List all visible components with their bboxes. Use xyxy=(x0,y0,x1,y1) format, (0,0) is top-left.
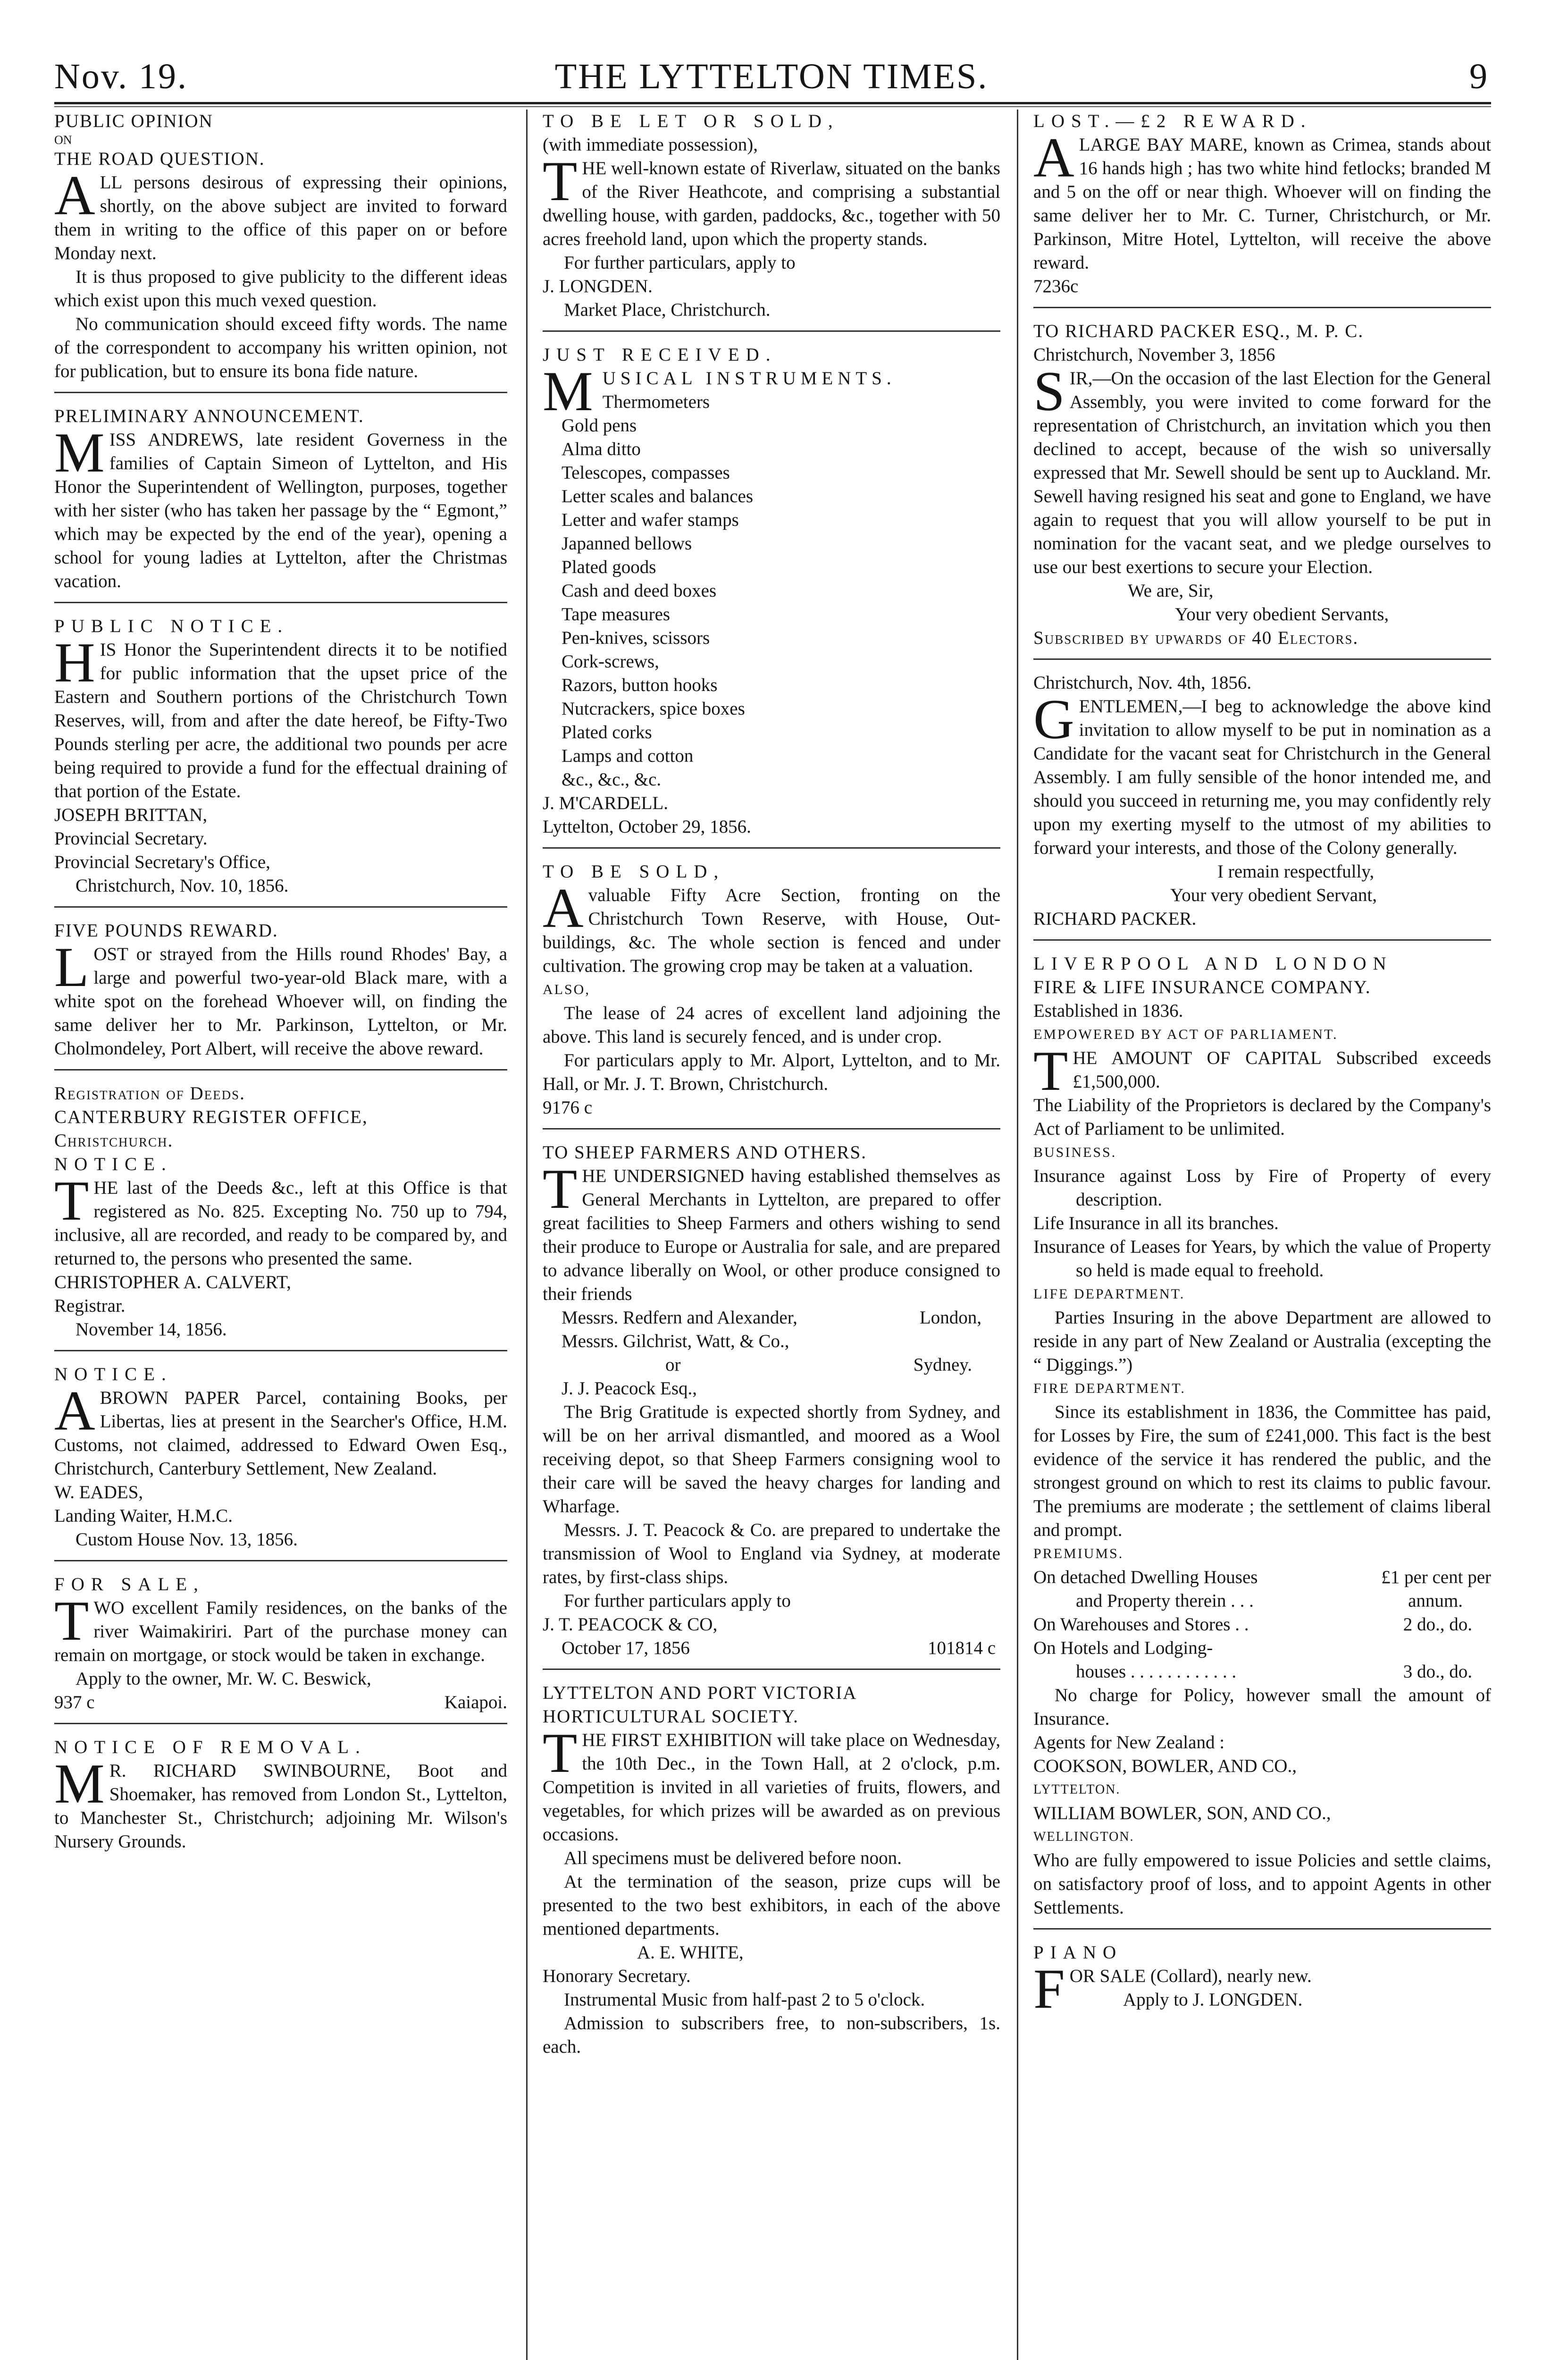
drop-cap: T xyxy=(54,1169,89,1232)
ad-heading: CANTERBURY REGISTER OFFICE, xyxy=(54,1107,368,1127)
premium-label: On Hotels and Lodging- xyxy=(1033,1638,1213,1658)
ad-body: Instrumental Music from half-past 2 to 5 o'clock. xyxy=(564,1989,925,2010)
ad-heading: LIVERPOOL AND LONDON xyxy=(1033,953,1393,974)
ad-separator xyxy=(1033,307,1491,308)
ad-heading: TO BE LET OR SOLD, xyxy=(543,111,839,131)
list-item: Plated corks xyxy=(562,722,652,742)
ad-subheading: ALSO, xyxy=(543,982,590,997)
ad-body: Apply to the owner, Mr. W. C. Beswick, xyxy=(75,1669,371,1689)
list-item: Nutcrackers, spice boxes xyxy=(562,699,745,719)
drop-cap: A xyxy=(1033,126,1074,189)
ad-heading: TO BE SOLD, xyxy=(543,861,725,882)
ad-body: IR,—On the occasion of the last Election for the General Assembly, you were invited to come forward for the representation of Christchurch, an invitation which you then declined to accept, because of the wish so universally expressed that Mr. Sewell should be sent up to Auckland. Mr. Sewell having resigned his seat and gone to England, we have again to request that you will allow yourself to be put in nomination for the vacant seat, and we pledge ourselves to use our best exertions to secure your Election. xyxy=(1033,368,1491,577)
signature-title: Registrar. xyxy=(54,1296,126,1316)
signature: CHRISTOPHER A. CALVERT, xyxy=(54,1272,291,1292)
ad-heading: FIVE POUNDS REWARD. xyxy=(54,920,278,941)
drop-cap: G xyxy=(1033,688,1074,750)
ad-sheep-farmers xyxy=(543,1141,1000,1660)
ad-body: No charge for Policy, however small the amount of Insurance. xyxy=(1033,1685,1491,1729)
ad-to-be-let xyxy=(543,110,1000,322)
ad-just-received xyxy=(543,343,1000,839)
ad-five-pounds-reward xyxy=(54,919,507,1061)
list-item: Plated goods xyxy=(562,557,656,577)
signature: W. EADES, xyxy=(54,1482,143,1502)
ad-separator xyxy=(54,1069,507,1070)
ad-place: Market Place, Christchurch. xyxy=(564,300,771,320)
letter-closing: Your very obedient Servant, xyxy=(1170,885,1377,905)
section-heading: FIRE DEPARTMENT. xyxy=(1033,1381,1186,1396)
list-item: Alma ditto xyxy=(562,439,641,459)
signature-title: Landing Waiter, H.M.C. xyxy=(54,1506,233,1526)
ad-separator xyxy=(1033,1928,1491,1930)
signature: RICHARD PACKER. xyxy=(1033,909,1197,929)
agent-place: LYTTELTON. xyxy=(1033,1782,1121,1797)
ad-body: The lease of 24 acres of excellent land adjoining the above. This land is securely fenced, and is under crop. xyxy=(543,1003,1000,1047)
ad-body: Admission to subscribers free, to non-subscribers, 1s. each. xyxy=(543,2013,1000,2057)
agent-name: WILLIAM BOWLER, SON, AND CO., xyxy=(1033,1803,1331,1823)
ad-body: The Liability of the Proprietors is declared by the Company's Act of Parliament to be unlimited. xyxy=(1033,1095,1491,1139)
signature-title: Provincial Secretary. xyxy=(54,828,208,849)
ad-notice-of-removal xyxy=(54,1736,507,1854)
ad-public-opinion xyxy=(54,110,507,383)
agent-city: Sydney. xyxy=(913,1355,972,1375)
ad-separator xyxy=(54,1723,507,1724)
drop-cap: L xyxy=(54,936,89,998)
column-1 xyxy=(54,110,507,2360)
ad-packer-reply xyxy=(1033,671,1491,931)
premium-rate: annum. xyxy=(1408,1591,1463,1611)
agent-name: J. J. Peacock Esq., xyxy=(562,1378,697,1399)
ad-body: At the termination of the season, prize cups will be presented to the two best exhibitors, in each of the above mentioned departments. xyxy=(543,1871,1000,1939)
signature: J. T. PEACOCK & CO, xyxy=(543,1614,718,1635)
ad-date: Christchurch, Nov. 4th, 1856. xyxy=(1033,673,1252,693)
list-item: Thermometers xyxy=(602,392,710,412)
ad-reference: 7236c xyxy=(1033,276,1079,296)
premium-rate: £1 per cent per xyxy=(1381,1567,1491,1587)
agent-city: London, xyxy=(919,1307,981,1328)
ad-date: Christchurch, Nov. 10, 1856. xyxy=(75,876,289,896)
ad-separator xyxy=(543,1128,1000,1129)
ad-heading: PUBLIC NOTICE. xyxy=(54,616,289,636)
letter-closing: I remain respectfully, xyxy=(1217,861,1375,882)
agent-name: COOKSON, BOWLER, AND CO., xyxy=(1033,1756,1297,1776)
ad-body: BROWN PAPER Parcel, containing Books, per Libertas, lies at present in the Searcher's Office, H.M. Customs, not claimed, addressed to Edward Owen Esq., Christchurch, Canterbury Settlement, New Zealand. xyxy=(54,1388,507,1479)
ad-separator xyxy=(1033,939,1491,941)
section-heading: LIFE DEPARTMENT. xyxy=(1033,1286,1185,1302)
agent-name: Messrs. Gilchrist, Watt, & Co., xyxy=(562,1331,789,1351)
ad-body: For particulars apply to Mr. Alport, Lyttelton, and to Mr. Hall, or Mr. J. T. Brown, Christchurch. xyxy=(543,1050,1000,1094)
list-item: &c., &c., &c. xyxy=(562,769,662,790)
ad-heading: JUST RECEIVED. xyxy=(543,345,777,365)
ad-place: Kaiapoi. xyxy=(444,1692,507,1712)
list-item: Letter scales and balances xyxy=(562,486,754,506)
ad-body: HE well-known estate of Riverlaw, situated on the banks of the River Heathcote, and comprising a substantial dwelling house, with garden, paddocks, &c., together with 50 acres freehold land, upon which the property stands. xyxy=(543,158,1000,249)
list-item: Tape measures xyxy=(562,604,671,624)
ad-heading: PRELIMINARY ANNOUNCEMENT. xyxy=(54,406,364,426)
drop-cap: T xyxy=(54,1589,89,1652)
ad-heading: HORTICULTURAL SOCIETY. xyxy=(543,1706,799,1727)
ad-body: LARGE BAY MARE, known as Crimea, stands about 16 hands high ; has two white hind fetlocks; branded M and 5 on the off or near thigh. Whoever will on finding the same deliver her to Mr. C. Turner, Christchurch, or Mr. Parkinson, Mitre Hotel, Lyttelton, will receive the above reward. xyxy=(1033,135,1491,273)
list-item: Pen-knives, scissors xyxy=(562,628,710,648)
ad-body: Insurance of Leases for Years, by which the value of Property so held is made equal to freehold. xyxy=(1033,1237,1491,1281)
letter-closing: Your very obedient Servants, xyxy=(1175,604,1389,624)
drop-cap: T xyxy=(543,1721,578,1784)
ad-date: October 17, 1856 xyxy=(562,1638,690,1658)
ad-heading: Registration of Deeds. xyxy=(54,1083,245,1104)
signature: Subscribed by upwards of 40 Electors. xyxy=(1033,628,1359,648)
ad-notice-parcel xyxy=(54,1363,507,1551)
ad-separator xyxy=(543,330,1000,332)
ad-subheading: EMPOWERED BY ACT OF PARLIAMENT. xyxy=(1033,1027,1338,1042)
ad-register-office xyxy=(54,1082,507,1341)
agent-name: Messrs. Redfern and Alexander, xyxy=(562,1307,797,1328)
ad-separator xyxy=(543,1669,1000,1670)
list-item: Gold pens xyxy=(562,415,637,436)
ad-body: Insurance against Loss by Fire of Property of every description. xyxy=(1033,1166,1491,1210)
ad-public-notice xyxy=(54,615,507,898)
ad-body: Who are fully empowered to issue Policies and settle claims, on satisfactory proof of loss, and to appoint Agents in other Settlements. xyxy=(1033,1850,1491,1918)
ad-body: OR SALE (Collard), nearly new. xyxy=(1069,1966,1312,1986)
ad-separator xyxy=(54,906,507,908)
ad-body: It is thus proposed to give publicity to the different ideas which exist upon this much vexed question. xyxy=(54,267,507,311)
list-item: Lamps and cotton xyxy=(562,746,694,766)
ad-subheading: USICAL INSTRUMENTS. xyxy=(602,368,896,388)
column-3 xyxy=(1033,110,1491,2360)
ad-body: ENTLEMEN,—I beg to acknowledge the above kind invitation to allow myself to be put in nomination as a Candidate for the vacant seat for Christchurch in the General Assembly. I am fully sensible of the honor intended me, and should you succeed in returning me, you may confidently rely upon my exerting myself to the utmost of my abilities to forward your interests, and those of the Colony generally. xyxy=(1033,696,1491,858)
drop-cap: T xyxy=(543,1157,578,1220)
ad-reference: 101814 c xyxy=(927,1638,996,1658)
drop-cap: M xyxy=(543,360,598,422)
column-divider xyxy=(1017,110,1018,2360)
ad-subheading: Established in 1836. xyxy=(1033,1001,1183,1021)
signature: J. M'CARDELL. xyxy=(543,793,668,813)
ad-separator xyxy=(543,847,1000,849)
ad-heading: LOST.—£2 REWARD. xyxy=(1033,111,1312,131)
ad-body: Parties Insuring in the above Department are allowed to reside in any part of New Zealand or Australia (excepting the “ Diggings.”) xyxy=(1033,1307,1491,1375)
ad-heading: THE ROAD QUESTION. xyxy=(54,149,265,169)
ad-heading: PIANO xyxy=(1033,1942,1123,1963)
newspaper-title: THE LYTTELTON TIMES. xyxy=(554,57,989,96)
ad-body: IS Honor the Superintendent directs it to be notified for public information that the upset price of the Eastern and Southern portions of the Christchurch Town Reserves, will, from and after the date hereof, be Fifty-Two Pounds sterling per acre, the additional two pounds per acre being required to provide a fund for the effectual draining of that portion of the Estate. xyxy=(54,640,507,801)
signature-title: Honorary Secretary. xyxy=(543,1966,691,1986)
ad-separator xyxy=(54,392,507,393)
ad-body: For further particulars, apply to xyxy=(564,253,796,273)
ad-place: Provincial Secretary's Office, xyxy=(54,852,270,872)
drop-cap: M xyxy=(54,1752,105,1815)
ad-separator xyxy=(54,1350,507,1351)
ad-horticultural-society xyxy=(543,1681,1000,2059)
ad-subheading: ON xyxy=(54,133,72,147)
ad-body: Life Insurance in all its branches. xyxy=(1033,1213,1279,1233)
column-2 xyxy=(543,110,1000,2360)
ad-body: The Brig Gratitude is expected shortly from Sydney, and will be on her arrival dismantled, and moored as a Wool receiving depot, so that Sheep Farmers consigning wool to their care will be saved the heavy charges for landing and Wharfage. xyxy=(543,1402,1000,1517)
premium-rate: 3 do., do. xyxy=(1403,1661,1472,1682)
ad-heading: FOR SALE, xyxy=(54,1574,205,1594)
ad-separator xyxy=(54,1560,507,1561)
drop-cap: A xyxy=(54,1379,95,1442)
ad-piano xyxy=(1033,1941,1491,2020)
drop-cap: S xyxy=(1033,360,1065,422)
ad-subheading: Christchurch. xyxy=(54,1130,174,1151)
ad-letter-to-packer xyxy=(1033,320,1491,650)
ad-body: All specimens must be delivered before noon. xyxy=(564,1848,902,1868)
drop-cap: A xyxy=(543,877,584,939)
premium-label: On Warehouses and Stores . . xyxy=(1033,1614,1249,1635)
ad-body: For further particulars apply to xyxy=(564,1591,791,1611)
agent-conjunction: or xyxy=(665,1355,681,1375)
ad-date: Custom House Nov. 13, 1856. xyxy=(75,1529,298,1550)
ad-separator xyxy=(54,602,507,603)
drop-cap: H xyxy=(54,631,95,694)
page-number: 9 xyxy=(1469,57,1489,96)
section-heading: Agents for New Zealand : xyxy=(1033,1732,1225,1753)
ad-body: R. RICHARD SWINBOURNE, Boot and Shoemaker, has removed from London St., Lyttelton, to Manchester St., Christchurch; adjoining Mr. Wilson's Nursery Grounds. xyxy=(54,1761,507,1852)
drop-cap: A xyxy=(54,164,95,227)
column-divider xyxy=(526,110,528,2360)
ad-heading: TO SHEEP FARMERS AND OTHERS. xyxy=(543,1142,867,1163)
drop-cap: T xyxy=(543,150,578,212)
drop-cap: T xyxy=(1033,1039,1068,1102)
ad-heading: NOTICE. xyxy=(54,1364,173,1384)
section-heading: PREMIUMS. xyxy=(1033,1546,1124,1561)
ad-reference: 937 c xyxy=(54,1692,95,1712)
ad-date: November 14, 1856. xyxy=(75,1319,227,1340)
agent-place: WELLINGTON. xyxy=(1033,1829,1134,1844)
ad-body: HE FIRST EXHIBITION will take place on Wednesday, the 10th Dec., in the Town Hall, at 2 o'clock, p.m. Competition is invited in all varieties of fruits, flowers, and vegetables, for which prizes will be awarded as on previous occasions. xyxy=(543,1730,1000,1845)
premium-label: houses . . . . . . . . . . . . xyxy=(1076,1661,1237,1682)
list-item: Letter and wafer stamps xyxy=(562,510,739,530)
ad-for-sale xyxy=(54,1573,507,1714)
issue-date: Nov. 19. xyxy=(54,57,188,96)
ad-heading: FIRE & LIFE INSURANCE COMPANY. xyxy=(1033,977,1371,997)
ad-date: Lyttelton, October 29, 1856. xyxy=(543,817,751,837)
ad-heading: LYTTELTON AND PORT VICTORIA xyxy=(543,1683,857,1703)
ad-body: OST or strayed from the Hills round Rhodes' Bay, a large and powerful two-year-old Black mare, with a white spot on the forehead Whoever will, on finding the same deliver her to Mr. Parkinson, Lyttelton, or Mr. Cholmondeley, Port Albert, will receive the above reward. xyxy=(54,944,507,1059)
ad-to-be-sold xyxy=(543,860,1000,1120)
list-item: Razors, button hooks xyxy=(562,675,718,695)
premium-rate: 2 do., do. xyxy=(1403,1614,1472,1635)
signature: JOSEPH BRITTAN, xyxy=(54,805,208,825)
drop-cap: F xyxy=(1033,1957,1065,2020)
premium-label: On detached Dwelling Houses xyxy=(1033,1567,1258,1587)
ad-heading: PUBLIC OPINION xyxy=(54,111,213,131)
ad-body: No communication should exceed fifty words. The name of the correspondent to accompany his written opinion, not for publication, but to ensure its bona fide nature. xyxy=(54,314,507,381)
ad-heading: TO RICHARD PACKER ESQ., M. P. C. xyxy=(1033,321,1364,341)
ad-body: Messrs. J. T. Peacock & Co. are prepared to undertake the transmission of Wool to England via Sydney, at moderate rates, by first-class ships. xyxy=(543,1520,1000,1587)
ad-preliminary-announcement xyxy=(54,405,507,593)
ad-insurance-company xyxy=(1033,952,1491,1920)
list-item: Telescopes, compasses xyxy=(562,463,730,483)
ad-separator xyxy=(1033,658,1491,660)
ad-lost-reward xyxy=(1033,110,1491,298)
ad-body: HE last of the Deeds &c., left at this Office is that registered as No. 825. Excepting No. 750 up to 794, inclusive, all are recorded, and ready to be compared by, and returned to, the persons who presented the same. xyxy=(54,1178,507,1269)
premium-label: and Property therein . . . xyxy=(1076,1591,1254,1611)
ad-date: Christchurch, November 3, 1856 xyxy=(1033,345,1275,365)
masthead xyxy=(54,50,1489,104)
ad-body: ISS ANDREWS, late resident Governess in the families of Captain Simeon of Lyttelton, and His Honor the Superintendent of Wellington, purposes, together with her sister (who has taken her passage by the “ Egmont,” which may be expected by the end of the year), opening a school for young ladies at Lyttelton, after the Christmas vacation. xyxy=(54,430,507,591)
list-item: Cork-screws, xyxy=(562,651,659,672)
signature: A. E. WHITE, xyxy=(637,1942,744,1963)
ad-heading: NOTICE. xyxy=(54,1154,173,1174)
list-item: Cash and deed boxes xyxy=(562,581,717,601)
masthead-rule-thin xyxy=(54,106,1491,107)
ad-body: HE UNDERSIGNED having established themselves as General Merchants in Lyttelton, are prepared to offer great facilities to Sheep Farmers and others wishing to send their produce to Europe or Australia for sale, and are prepared to advance liberally on Wool, or other produce consigned to their friends xyxy=(543,1166,1000,1304)
drop-cap: M xyxy=(54,421,105,484)
item-list xyxy=(543,390,1000,792)
ad-body: HE AMOUNT OF CAPITAL Subscribed exceeds £1,500,000. xyxy=(1073,1048,1491,1092)
ad-body: LL persons desirous of expressing their opinions, shortly, on the above subject are invited to forward them in writing to the office of this paper on or before Monday next. xyxy=(54,172,507,263)
list-item: Japanned bellows xyxy=(562,533,692,554)
section-heading: BUSINESS. xyxy=(1033,1145,1117,1160)
ad-body: Since its establishment in 1836, the Committee has paid, for Losses by Fire, the sum of £241,000. This fact is the best evidence of the service it has rendered the public, and the strongest ground on which to rest its claims to public favour. The premiums are moderate ; the settlement of claims liberal and prompt. xyxy=(1033,1402,1491,1540)
ad-body: valuable Fifty Acre Section, fronting on the Christchurch Town Reserve, with House, Out-buildings, &c. The whole section is fenced and under cultivation. The growing crop may be taken at a valuation. xyxy=(543,885,1000,976)
signature: J. LONGDEN. xyxy=(543,276,653,296)
ad-body: WO excellent Family residences, on the banks of the river Waimakiriri. Part of the purchase money can remain on mortgage, or stock would be taken in exchange. xyxy=(54,1598,507,1665)
masthead-rule xyxy=(54,102,1491,104)
ad-body: Apply to J. LONGDEN. xyxy=(1123,1989,1303,2010)
ad-heading: NOTICE OF REMOVAL. xyxy=(54,1737,367,1757)
letter-closing: We are, Sir, xyxy=(1128,581,1214,601)
ad-reference: 9176 c xyxy=(543,1097,593,1118)
ad-subheading: (with immediate possession), xyxy=(543,135,758,155)
